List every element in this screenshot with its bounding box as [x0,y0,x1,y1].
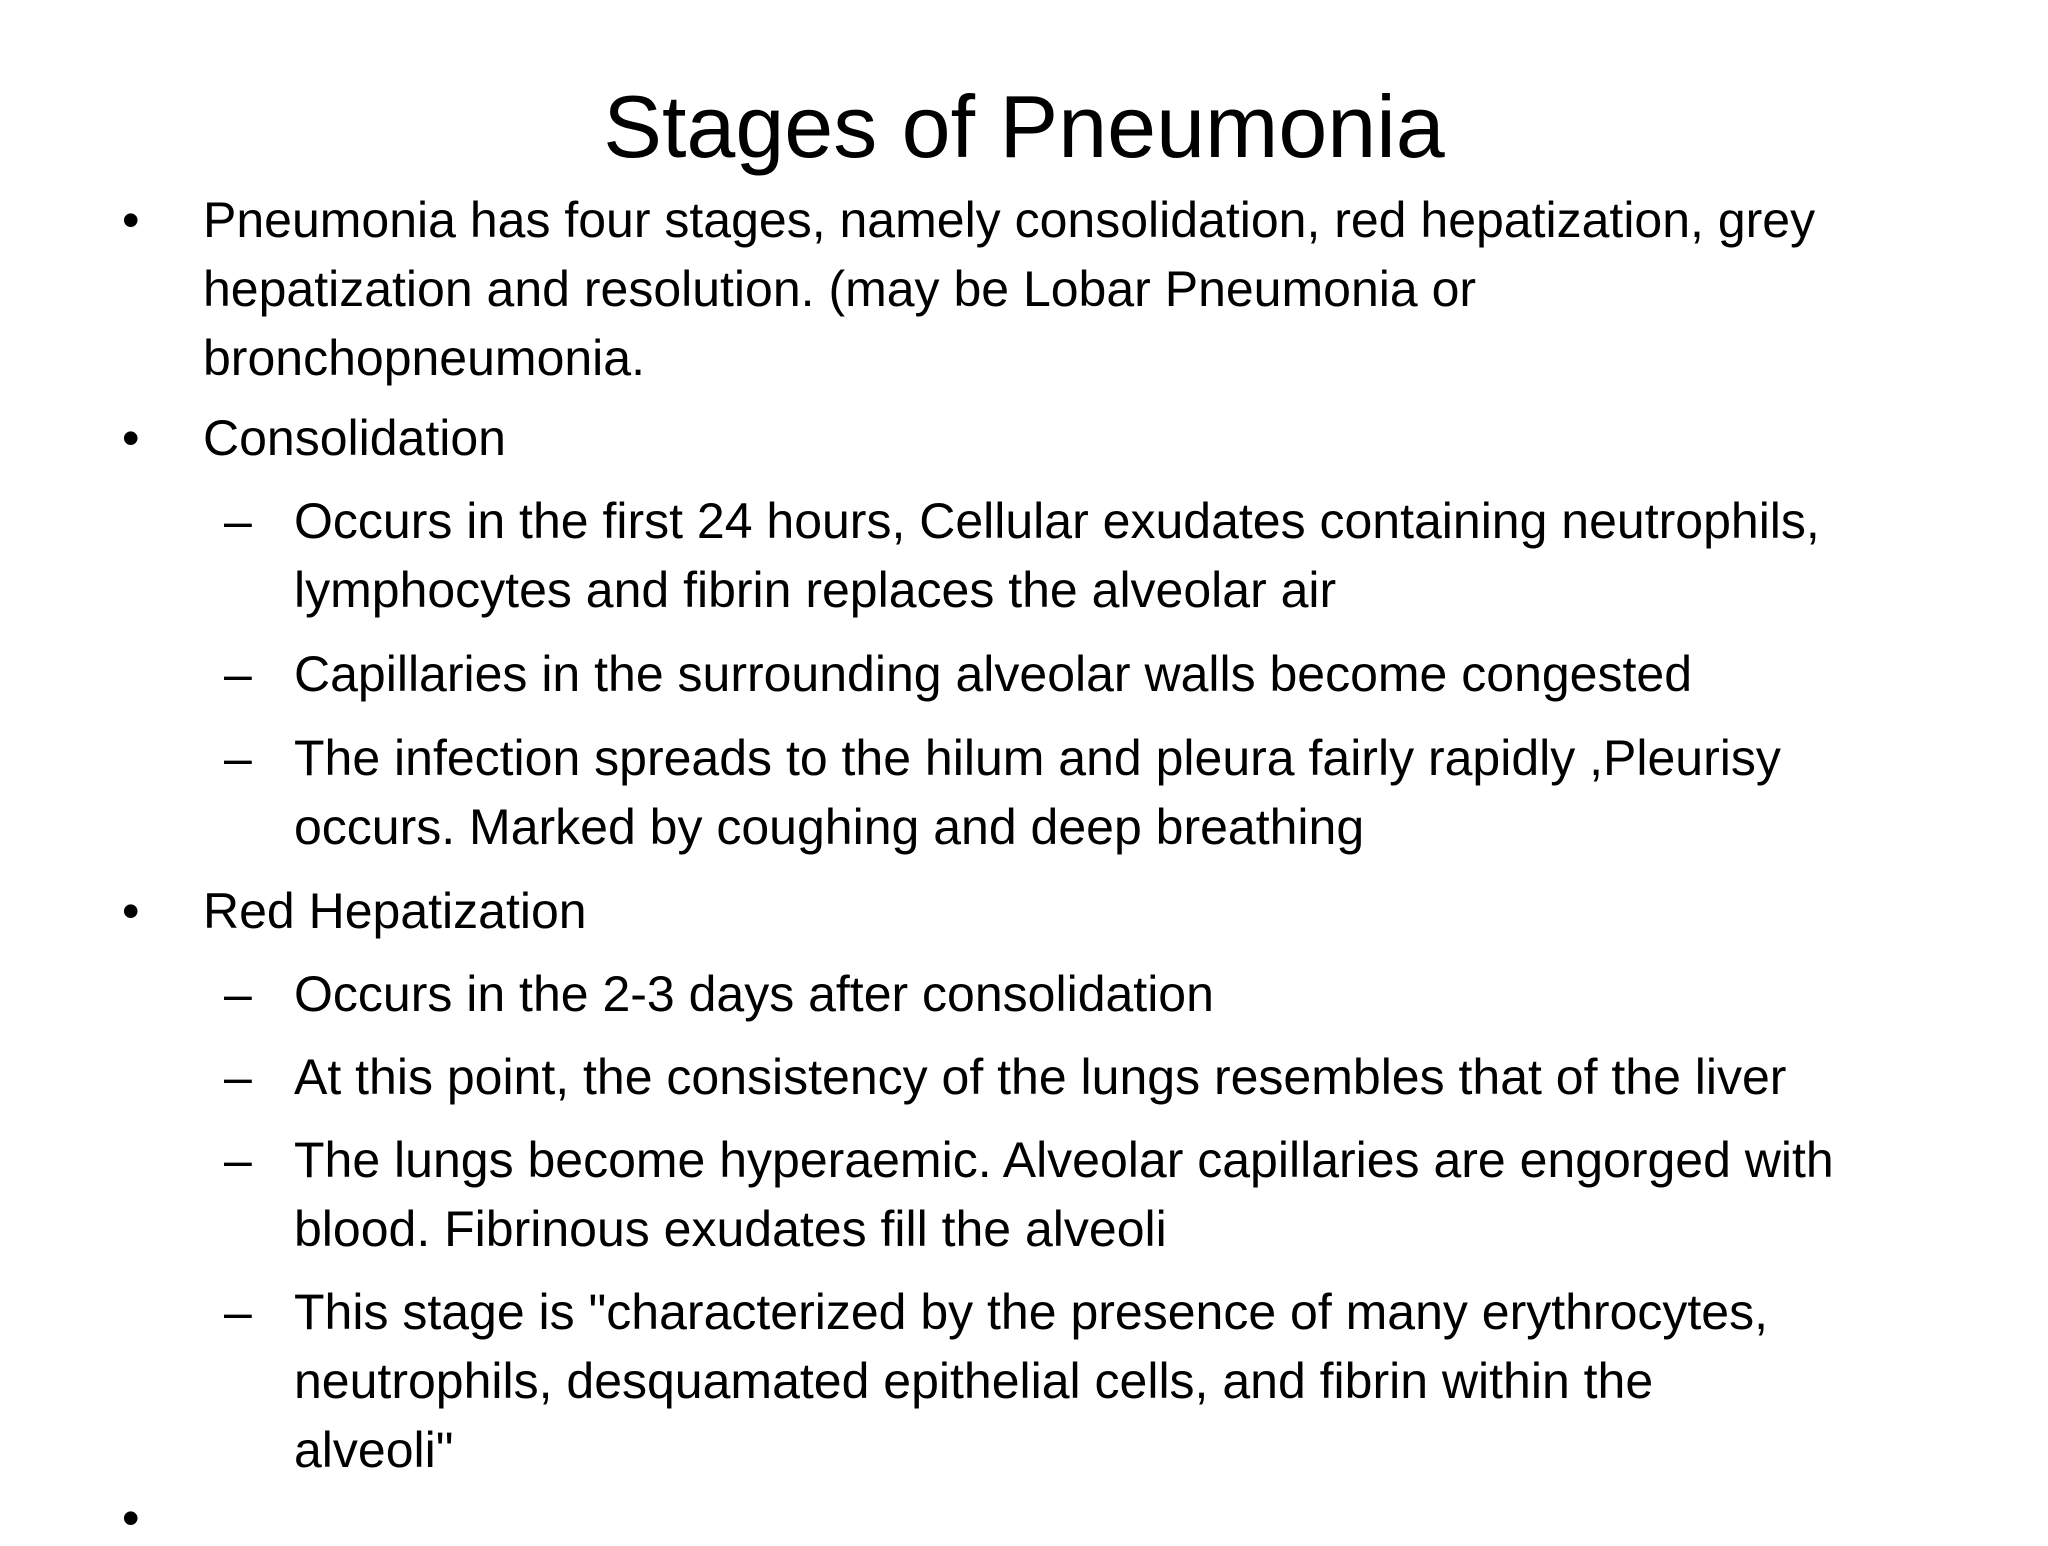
list-item: This stage is "characterized by the presence of many erythrocytes, neutrophils, desquamated epithelial cells, and fibrin within the alveoli" [294,1284,1768,1478]
list-item: The lungs become hyperaemic. Alveolar capillaries are engorged with blood. Fibrinous exudates fill the alveoli [294,1132,1834,1257]
dash-icon: – [224,730,252,786]
bullet-icon: • [122,883,140,939]
list-item: Consolidation [203,410,506,466]
bullet-icon: • [122,1490,140,1546]
dash-icon: – [224,1132,252,1188]
list-item: Pneumonia has four stages, namely consolidation, red hepatization, grey hepatization and resolution. (may be Lobar Pneumonia or bronchopneumonia. [203,192,1816,386]
list-item: Occurs in the 2-3 days after consolidation [294,966,1214,1022]
dash-icon: – [224,493,252,549]
dash-icon: – [224,646,252,702]
list-item: At this point, the consistency of the lungs resembles that of the liver [294,1049,1787,1105]
dash-icon: – [224,1049,252,1105]
slide-title: Stages of Pneumonia [603,77,1445,176]
bullet-icon: • [122,410,140,466]
bullet-icon: • [122,192,140,248]
dash-icon: – [224,966,252,1022]
list-item: Capillaries in the surrounding alveolar walls become congested [294,646,1692,702]
dash-icon: – [224,1284,252,1340]
list-item: Occurs in the first 24 hours, Cellular exudates containing neutrophils, lymphocytes and fibrin replaces the alveolar air [294,493,1820,618]
list-item: Red Hepatization [203,883,587,939]
list-item: The infection spreads to the hilum and pleura fairly rapidly ,Pleurisy occurs. Marked by coughing and deep breathing [294,730,1781,855]
